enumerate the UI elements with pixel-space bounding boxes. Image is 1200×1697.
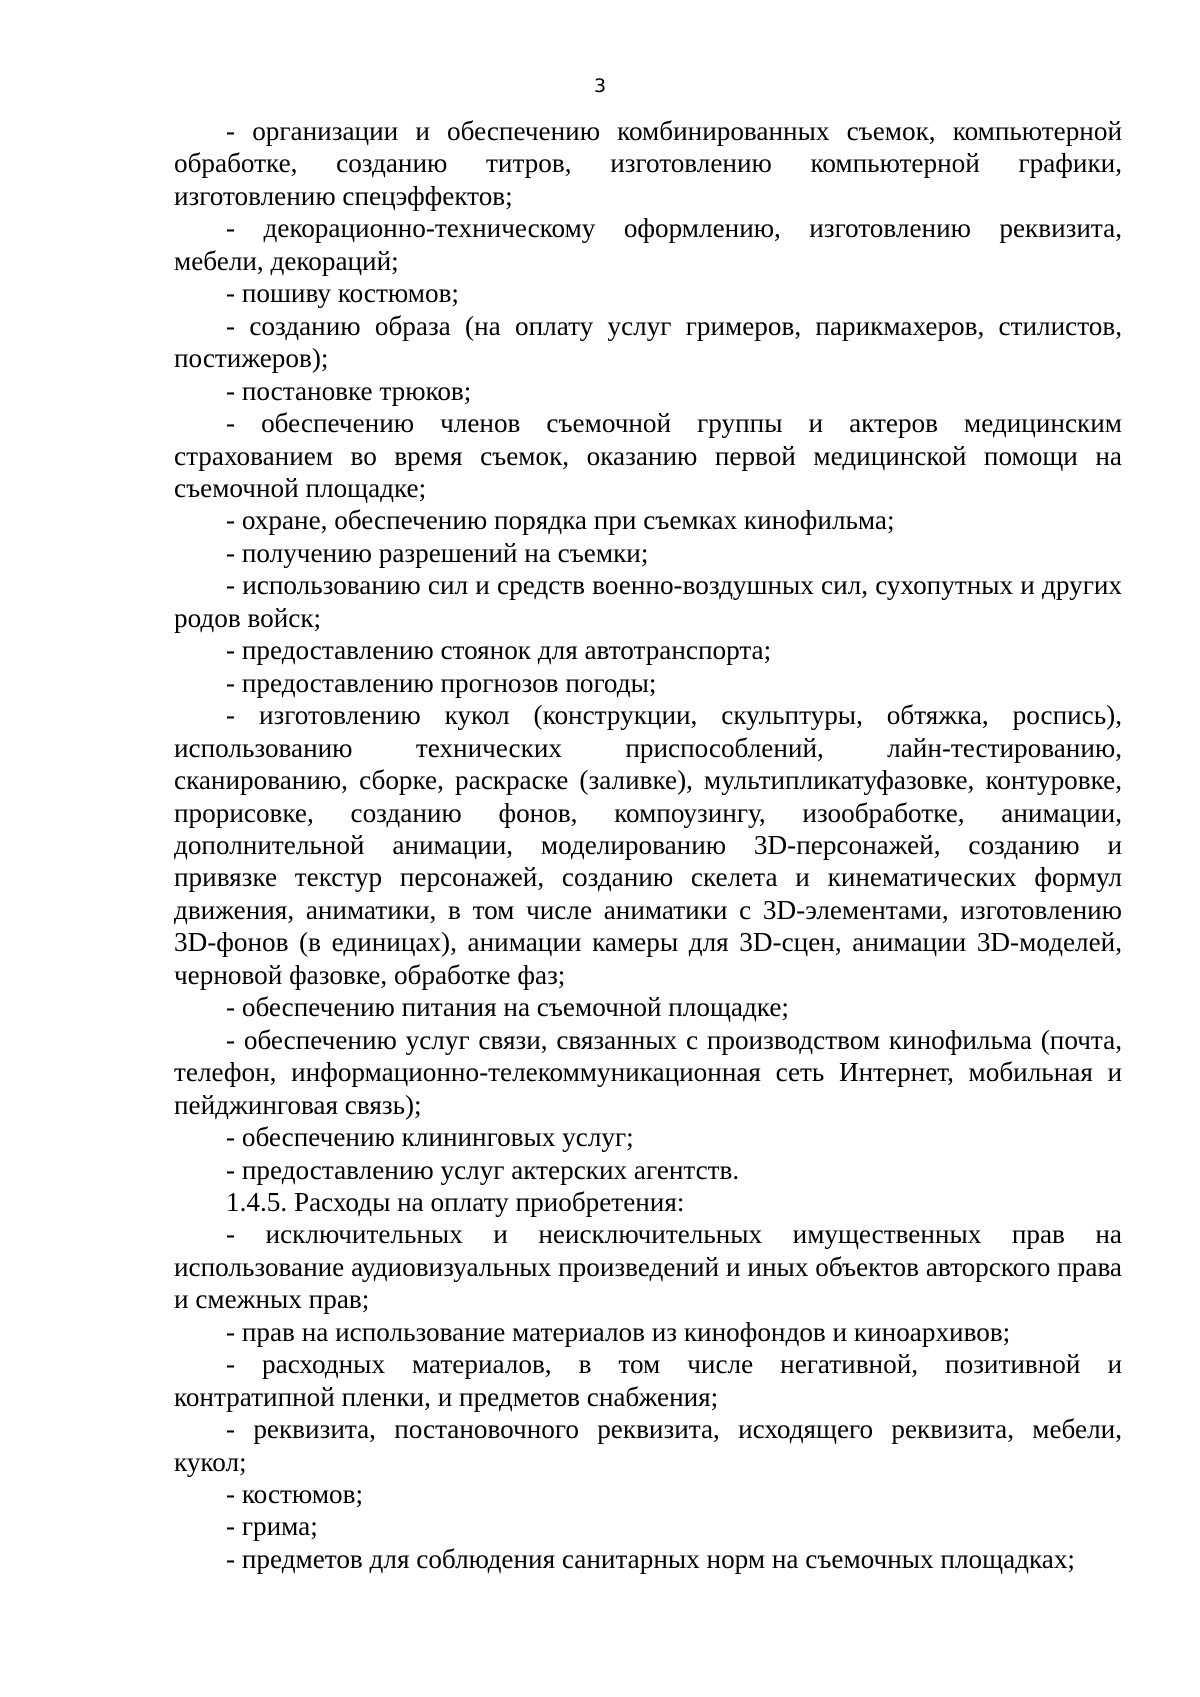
paragraph: - изготовлению кукол (конструкции, скульптуры, обтяжка, роспись), использованию технических приспособлений, лайн-тестированию, сканированию, сборке, раскраске (заливке), мультипликатуфазовке, контуровке, прорисовке, созданию фонов, компоузингу, изообработке, анимации, дополнительной анимации, моделированию 3D-персонажей, созданию и привязке текстур персонажей, созданию скелета и кинематических формул движения, аниматики, в том числе аниматики с 3D-элементами, изготовлению 3D-фонов (в единицах), анимации камеры для 3D-сцен, анимации 3D-моделей, черновой фазовке, обработке фаз; xyxy=(174,700,1122,990)
paragraph: - костюмов; xyxy=(226,1479,364,1510)
paragraph: - постановке трюков; xyxy=(226,375,472,406)
paragraph: - декорационно-техническому оформлению, изготовлению реквизита, мебели, декораций; xyxy=(174,213,1122,276)
paragraph: - организации и обеспечению комбинированных съемок, компьютерной обработке, созданию титров, изготовлению компьютерной графики, изготовлению спецэффектов; xyxy=(174,116,1122,211)
paragraph: - предоставлению стоянок для автотранспорта; xyxy=(226,635,772,666)
paragraph: - предметов для соблюдения санитарных норм на съемочных площадках; xyxy=(226,1543,1075,1574)
paragraph: - грима; xyxy=(226,1511,318,1542)
paragraph: - охране, обеспечению порядка при съемках кинофильма; xyxy=(226,505,895,536)
paragraph: - расходных материалов, в том числе негативной, позитивной и контратипной пленки, и предметов снабжения; xyxy=(174,1349,1122,1412)
paragraph: - использованию сил и средств военно-воздушных сил, сухопутных и других родов войск; xyxy=(174,570,1122,633)
paragraph: - получению разрешений на съемки; xyxy=(226,537,649,568)
paragraph: - прав на использование материалов из кинофондов и киноархивов; xyxy=(226,1316,1011,1347)
paragraph: - пошиву костюмов; xyxy=(226,278,459,309)
paragraph: - исключительных и неисключительных имущественных прав на использование аудиовизуальных произведений и иных объектов авторского права и смежных прав; xyxy=(174,1219,1122,1315)
paragraph: - обеспечению услуг связи, связанных с производством кинофильма (почта, телефон, информационно-телекоммуникационная сеть Интернет, мобильная и пейджинговая связь); xyxy=(174,1024,1122,1120)
page-number: 3 xyxy=(593,75,607,97)
paragraph: - реквизита, постановочного реквизита, исходящего реквизита, мебели, кукол; xyxy=(174,1414,1122,1477)
paragraph: - обеспечению клининговых услуг; xyxy=(226,1122,634,1153)
paragraph: - обеспечению питания на съемочной площадке; xyxy=(226,992,789,1023)
paragraph: - обеспечению членов съемочной группы и актеров медицинским страхованием во время съемок, оказанию первой медицинской помощи на съемочной площадке; xyxy=(174,408,1122,503)
paragraph: - предоставлению услуг актерских агентств. xyxy=(226,1154,740,1185)
paragraph: - предоставлению прогнозов погоды; xyxy=(226,667,657,698)
section-heading: 1.4.5. Расходы на оплату приобретения: xyxy=(226,1186,685,1217)
paragraph: - созданию образа (на оплату услуг гримеров, парикмахеров, стилистов, постижеров); xyxy=(174,310,1122,374)
document-body xyxy=(174,115,1122,1575)
